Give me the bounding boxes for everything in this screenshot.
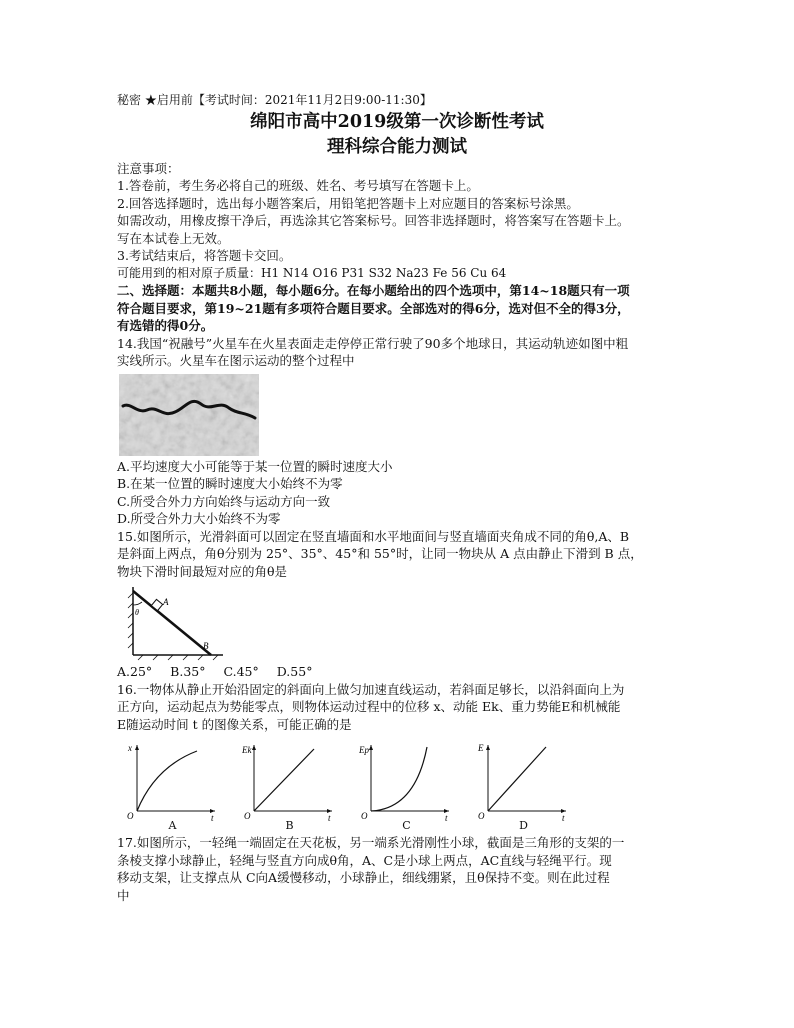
graph-b-ylabel: Ek [242, 745, 252, 755]
graph-d-plot [476, 739, 571, 821]
graph-c-xlabel: t [445, 813, 448, 821]
graph-d-origin: O [478, 811, 485, 821]
notes-heading: 注意事项： [117, 160, 180, 176]
theta-label: θ [135, 608, 139, 617]
q17-stem-line: 移动支架，让支撑点从 C向A缓慢移动，小球静止，细线绷紧，且θ保持不变。则在此过程 [117, 870, 610, 885]
graph-a-xlabel: t [211, 813, 214, 821]
graph-d-ylabel: E [478, 743, 484, 753]
exam-header: 秘密 ★启用前【考试时间：2021年11月2日9:00-11:30】 [117, 93, 432, 107]
graph-a [125, 739, 220, 832]
inclined-plane-diagram [123, 583, 233, 663]
q15-stem-line: 物块下滑时间最短对应的角θ是 [117, 563, 288, 579]
q15-options [117, 663, 677, 681]
section2-line: 二、选择题：本题共8小题，每小题6分。在每小题给出的四个选项中，第14~18题只有一项 [117, 283, 630, 298]
q15-option-d: D.55° [276, 664, 313, 679]
graph-b [242, 739, 337, 832]
q17-stem-line: 条棱支撑小球静止，轻绳与竖直方向成θ角，A、C是小球上两点，AC直线与轻绳平行。现 [117, 852, 612, 868]
q15-option-a: A.25° [117, 664, 153, 679]
q17-stem-line: 17.如图所示，一轻绳一端固定在天花板，另一端系光滑刚性小球，截面是三角形的支架的一 [117, 835, 625, 850]
q14-option-d: D.所受合外力大小始终不为零 [117, 511, 281, 526]
graph-b-plot [242, 739, 337, 821]
graph-b-label: B [285, 819, 294, 832]
q15-stem-line: 15.如图所示，光滑斜面可以固定在竖直墙面和水平地面间与竖直墙面夹角成不同的角θ,A、B [117, 528, 630, 544]
graph-d-label: D [519, 819, 528, 832]
q15-option-b: B.35° [170, 664, 206, 679]
exam-page [117, 92, 677, 904]
q14-option-b: B.在某一位置的瞬时速度大小始终不为零 [117, 476, 343, 491]
notes-line: 3.考试结束后，将答题卡交回。 [117, 248, 292, 263]
section2-line: 符合题目要求，第19~21题有多项符合题目要求。全部选对的得6分，选对但不全的得3分， [117, 300, 630, 316]
question-15 [117, 528, 677, 681]
q16-stem-line: E随运动时间 t 的图像关系，可能正确的是 [117, 716, 352, 732]
q15-stem-line: 是斜面上两点，角θ分别为 25°、35°、45°和 55°时，让同一物块从 A 点由静止下滑到 B 点， [117, 546, 643, 561]
graph-c-origin: O [361, 811, 368, 821]
graph-b-xlabel: t [328, 813, 331, 821]
graph-a-plot [125, 739, 220, 821]
point-a-label: A [163, 597, 169, 607]
graph-c-plot [359, 739, 454, 821]
q16-stem-line: 16.一物体从静止开始沿固定的斜面向上做匀加速直线运动，若斜面足够长，以沿斜面向上为 [117, 681, 625, 697]
graph-d-xlabel: t [562, 813, 565, 821]
exam-subtitle: 理科综合能力测试 [327, 136, 467, 157]
q15-option-c: C.45° [223, 664, 259, 679]
notes-line: 如需改动，用橡皮擦干净后，再选涂其它答案标号。回答非选择题时，将答案写在答题卡上。 [117, 213, 630, 228]
q16-graphs [125, 739, 677, 832]
mars-rover-track-image [119, 374, 259, 456]
point-b-label: B [203, 641, 209, 651]
section2-instructions [117, 282, 677, 335]
graph-c-ylabel: Ep [359, 745, 369, 755]
q14-stem-line: 实线所示。火星车在图示运动的整个过程中 [117, 353, 355, 368]
question-16 [117, 681, 677, 833]
q14-option-c: C.所受合外力方向始终与运动方向一致 [117, 493, 331, 509]
graph-a-ylabel: x [128, 743, 132, 753]
graph-a-label: A [168, 819, 177, 832]
section2-line: 有选错的得0分。 [117, 318, 214, 333]
notes-line: 2.回答选择题时，选出每小题答案后，用铅笔把答题卡上对应题目的答案标号涂黑。 [117, 195, 579, 211]
graph-d [476, 739, 571, 832]
exam-title: 绵阳市高中2019级第一次诊断性考试 [250, 111, 544, 132]
graph-c [359, 739, 454, 832]
graph-b-origin: O [244, 811, 251, 821]
notes-section [117, 160, 677, 283]
question-17 [117, 834, 677, 904]
q14-option-a: A.平均速度大小可能等于某一位置的瞬时速度大小 [117, 458, 393, 474]
notes-line: 写在本试卷上无效。 [117, 230, 230, 246]
graph-a-origin: O [127, 811, 134, 821]
q16-stem-line: 正方向，运动起点为势能零点，则物体运动过程中的位移 x、动能 Ek、重力势能E和机械能 [117, 699, 621, 714]
question-14 [117, 335, 677, 528]
q17-stem-line: 中 [117, 887, 130, 903]
q14-stem-line: 14.我国“祝融号”火星车在火星表面走走停停正常行驶了90多个地球日，其运动轨迹如图中粗 [117, 335, 629, 351]
graph-c-label: C [402, 819, 411, 832]
atomic-mass-line: 可能用到的相对原子质量：H1 N14 O16 P31 S32 Na23 Fe 56 Cu 64 [117, 265, 507, 280]
notes-line: 1.答卷前，考生务必将自己的班级、姓名、考号填写在答题卡上。 [117, 178, 479, 193]
